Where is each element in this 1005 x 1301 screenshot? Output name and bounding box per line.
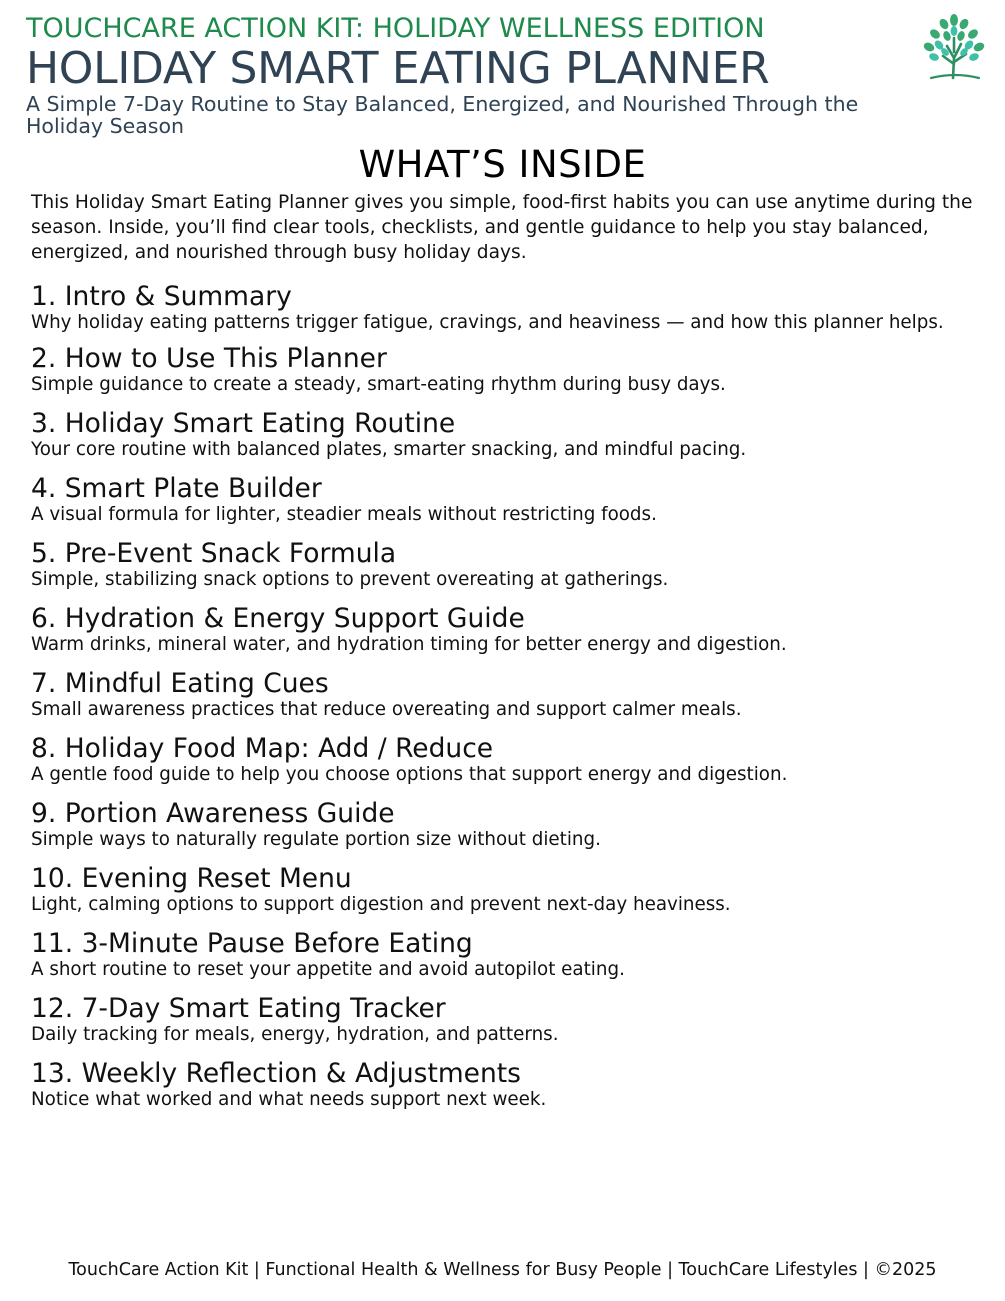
item-title: 6. Hydration & Energy Support Guide: [31, 603, 525, 634]
list-item: [31, 472, 986, 527]
list-item: [31, 342, 986, 397]
item-description: Simple guidance to create a steady, smart-eating rhythm during busy days.: [31, 374, 726, 395]
item-title: 4. Smart Plate Builder: [31, 473, 322, 504]
page-title: HOLIDAY SMART EATING PLANNER: [26, 43, 770, 94]
item-description: Why holiday eating patterns trigger fatigue, cravings, and heaviness — and how this planner helps.: [31, 312, 944, 333]
item-title: 7. Mindful Eating Cues: [31, 668, 329, 699]
item-description: Simple, stabilizing snack options to prevent overeating at gatherings.: [31, 569, 669, 590]
list-item: [31, 537, 986, 592]
contents-list: [31, 280, 986, 1122]
item-description: Daily tracking for meals, energy, hydration, and patterns.: [31, 1024, 559, 1045]
intro-paragraph: This Holiday Smart Eating Planner gives you simple, food-first habits you can use anytime during the season. Inside, you’ll find clear tools, checklists, and gentle guidance to help you stay balanced, energized, and nourished through busy holiday days.: [31, 192, 973, 263]
list-item: [31, 667, 986, 722]
list-item: [31, 797, 986, 852]
list-item: [31, 602, 986, 657]
list-item: [31, 927, 986, 982]
item-title: 13. Weekly Reflection & Adjustments: [31, 1058, 521, 1089]
item-title: 1. Intro & Summary: [31, 281, 292, 312]
item-title: 2. How to Use This Planner: [31, 343, 387, 374]
item-description: A gentle food guide to help you choose options that support energy and digestion.: [31, 764, 788, 785]
item-description: A short routine to reset your appetite and avoid autopilot eating.: [31, 959, 625, 980]
list-item: [31, 1057, 986, 1112]
item-description: Notice what worked and what needs support next week.: [31, 1089, 547, 1110]
item-title: 11. 3-Minute Pause Before Eating: [31, 928, 473, 959]
list-item: [31, 862, 986, 917]
item-title: 10. Evening Reset Menu: [31, 863, 352, 894]
item-title: 9. Portion Awareness Guide: [31, 798, 395, 829]
tree-icon: [917, 12, 993, 82]
item-description: Warm drinks, mineral water, and hydration timing for better energy and digestion.: [31, 634, 787, 655]
item-title: 5. Pre-Event Snack Formula: [31, 538, 397, 569]
page-subtitle: A Simple 7-Day Routine to Stay Balanced, Energized, and Nourished Through the Holiday Season: [26, 92, 859, 138]
list-item: [31, 280, 986, 335]
page-footer: TouchCare Action Kit | Functional Health & Wellness for Busy People | TouchCare Lifestyles | ©2025: [68, 1260, 937, 1280]
item-description: Simple ways to naturally regulate portion size without dieting.: [31, 829, 601, 850]
kit-title: TOUCHCARE ACTION KIT: HOLIDAY WELLNESS EDITION: [26, 13, 765, 44]
item-title: 12. 7-Day Smart Eating Tracker: [31, 993, 446, 1024]
list-item: [31, 732, 986, 787]
section-title: WHAT’S INSIDE: [358, 143, 647, 186]
list-item: [31, 992, 986, 1047]
item-description: Light, calming options to support digestion and prevent next-day heaviness.: [31, 894, 731, 915]
item-title: 8. Holiday Food Map: Add / Reduce: [31, 733, 494, 764]
item-title: 3. Holiday Smart Eating Routine: [31, 408, 456, 439]
item-description: A visual formula for lighter, steadier meals without restricting foods.: [31, 504, 657, 525]
item-description: Small awareness practices that reduce overeating and support calmer meals.: [31, 699, 742, 720]
list-item: [31, 407, 986, 462]
page-header: [26, 12, 926, 137]
item-description: Your core routine with balanced plates, smarter snacking, and mindful pacing.: [31, 439, 747, 460]
